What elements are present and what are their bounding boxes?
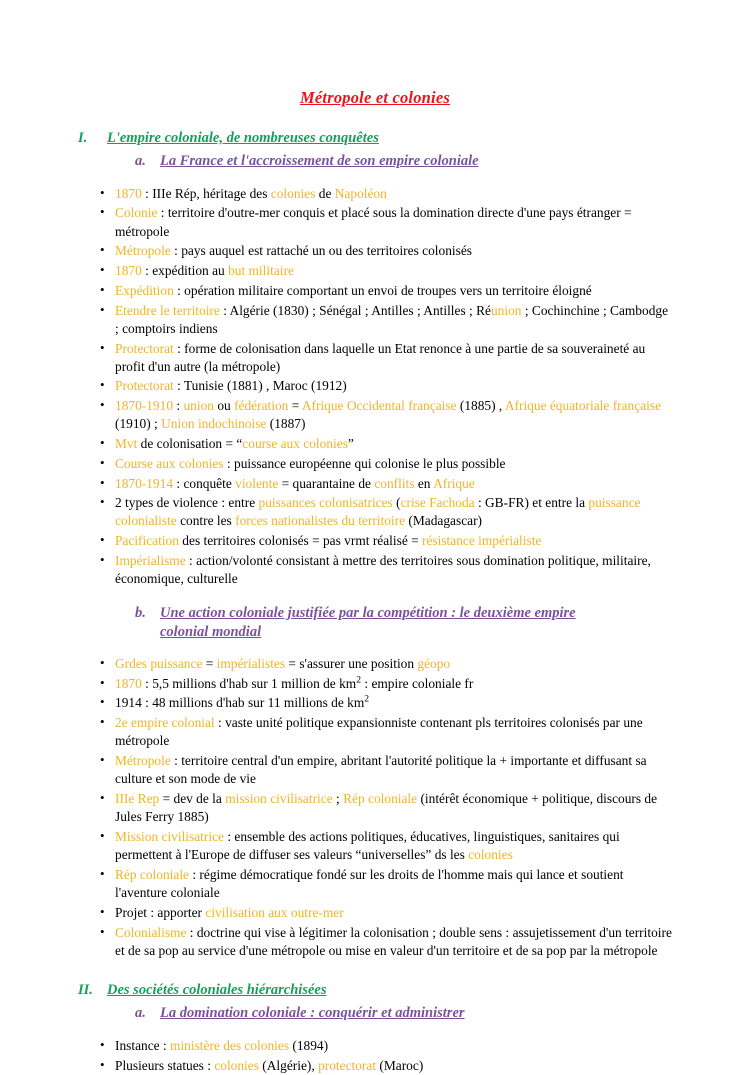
list-item: • 1914 : 48 millions d'hab sur 11 millions de $km^2$ <box>78 694 672 712</box>
highlighted-term: protectorat <box>318 1057 377 1073</box>
section-title-1: L'empire coloniale, de nombreuses conquêtes <box>107 129 379 146</box>
highlighted-term: fédération <box>234 398 289 414</box>
subsection-title-1a: La France et l'accroissement de son empire coloniale <box>160 152 479 169</box>
highlighted-term: union <box>490 302 522 318</box>
highlighted-term: Pacification <box>115 533 179 549</box>
list-item: • Mvt de colonisation = “course aux colonies” <box>78 435 672 453</box>
list-item: • Métropole : pays auquel est rattaché un ou des territoires colonisés <box>78 242 672 260</box>
highlighted-term: Impérialisme <box>115 552 186 568</box>
list-item: • 1870-1910 : union ou fédération = Afrique Occidental française (1885) , Afrique équatoriale française (1910) ; Union indochinoise (1887) <box>78 397 672 433</box>
highlighted-term: 1870 <box>115 263 142 279</box>
list-item: • 1870 : IIIe Rép, héritage des colonies de Napoléon <box>78 185 672 203</box>
list-item: • 2e empire colonial : vaste unité politique expansionniste contenant pls territoires colonisés par une métropole <box>78 714 672 750</box>
bullet-list-1b <box>78 655 672 960</box>
list-item: • Pacification des territoires colonisés = pas vrmt réalisé = résistance impérialiste <box>78 532 672 550</box>
highlighted-term: 1870-1910 <box>115 398 174 414</box>
section-number-1: I. <box>78 129 88 146</box>
subsection-title-2a: La domination coloniale : conquérir et administrer <box>160 1005 465 1022</box>
highlighted-term: 1870 <box>115 675 142 691</box>
highlighted-term: 1870-1914 <box>115 475 174 491</box>
section-number-2: II. <box>78 982 93 999</box>
list-item: • Protectorat : forme de colonisation dans laquelle un Etat renonce à une partie de sa souveraineté au profit d'un autre (la métropole) <box>78 340 672 376</box>
highlighted-term: Afrique équatoriale française <box>504 398 662 414</box>
highlighted-term: 2e empire colonial <box>115 715 215 731</box>
subsection-number-1b: b. <box>135 605 146 622</box>
highlighted-term: Mission civilisatrice <box>115 829 224 845</box>
highlighted-term: Mvt <box>115 436 138 452</box>
list-item: • Colonie : territoire d'outre-mer conquis et placé sous la domination directe d'une pays étranger = métropole <box>78 204 672 240</box>
list-item: • Colonialisme : doctrine qui vise à légitimer la colonisation ; double sens : assujetissement d'un territoire et de sa pop au service d'une métropole ou mise en valeur d'un territoire et de sa pop par la métropole <box>78 924 672 960</box>
bullet-list-2a <box>78 1037 672 1075</box>
highlighted-term: Colonie <box>115 205 158 221</box>
highlighted-term: Colonialisme <box>115 924 187 940</box>
highlighted-term: IIIe Rep <box>115 791 160 807</box>
highlighted-term: civilisation aux outre-mer <box>205 904 344 920</box>
highlighted-term: Protectorat <box>115 378 174 394</box>
highlighted-term: union <box>183 398 214 414</box>
highlighted-term: violente <box>235 475 279 491</box>
superscript-two: 2 <box>364 694 370 706</box>
subsection-heading-1b <box>135 604 672 642</box>
section-heading-2 <box>78 981 672 999</box>
list-item: • Projet : apporter civilisation aux outre-mer <box>78 904 672 922</box>
list-item: • Rép coloniale : régime démocratique fondé sur les droits de l'homme mais qui lance et soutient l'aventure coloniale <box>78 866 672 902</box>
list-item: • Grdes puissance = impérialistes = s'assurer une position géopo <box>78 655 672 673</box>
subsection-heading-2a <box>135 1004 672 1023</box>
highlighted-term: ministère des colonies <box>170 1038 290 1054</box>
list-item: • Mission civilisatrice : ensemble des actions politiques, éducatives, linguistiques, sanitaires qui permettent à l'Europe de diffuser ses valeurs “universelles” ds les colonies <box>78 828 672 864</box>
highlighted-term: puissance colonialiste <box>115 495 641 529</box>
list-item: • IIIe Rep = dev de la mission civilisatrice ; Rép coloniale (intérêt économique + politique, discours de Jules Ferry 1885) <box>78 790 672 826</box>
highlighted-term: Métropole <box>115 243 171 259</box>
subsection-number-2a: a. <box>135 1005 146 1022</box>
highlighted-term: Expédition <box>115 282 174 298</box>
list-item: • 1870-1914 : conquête violente = quarantaine de conflits en Afrique <box>78 475 672 493</box>
highlighted-term: Rép coloniale <box>343 791 418 807</box>
highlighted-term: forces nationalistes du territoire <box>235 513 406 529</box>
highlighted-term: 1870 <box>115 185 142 201</box>
highlighted-term: géopo <box>417 656 451 672</box>
highlighted-term: but militaire <box>228 263 294 279</box>
highlighted-term: colonies <box>214 1057 259 1073</box>
bullet-list-1a <box>78 185 672 589</box>
highlighted-term: résistance impérialiste <box>422 533 542 549</box>
highlighted-term: course aux colonies <box>242 436 348 452</box>
section-title-2: Des sociétés coloniales hiérarchisées <box>107 982 327 999</box>
list-item: • Plusieurs statues : colonies (Algérie), protectorat (Maroc) <box>78 1057 672 1075</box>
highlighted-term: impérialistes <box>216 656 286 672</box>
highlighted-term: Rép coloniale <box>115 866 189 882</box>
highlighted-term: Grdes puissance <box>115 656 203 672</box>
highlighted-term: conflits <box>374 475 415 491</box>
list-item: • 2 types de violence : entre puissances colonisatrices (crise Fachoda : GB-FR) et entre la puissance colonialiste contre les forces nationalistes du territoire (Madagascar) <box>78 494 672 530</box>
list-item: • Course aux colonies : puissance européenne qui colonise le plus possible <box>78 455 672 473</box>
section-heading-1 <box>78 129 672 147</box>
list-item: • Etendre le territoire : Algérie (1830) ; Sénégal ; Antilles ; Antilles ; Réunion ; Cochinchine ; Cambodge ; comptoirs indiens <box>78 302 672 338</box>
subsection-heading-1a <box>135 152 672 171</box>
highlighted-term: Métropole <box>115 753 171 769</box>
highlighted-term: Protectorat <box>115 340 174 356</box>
list-item: • Métropole : territoire central d'un empire, abritant l'autorité politique la + importante et diffusant sa culture et son mode de vie <box>78 752 672 788</box>
list-item: • Expédition : opération militaire comportant un envoi de troupes vers un territoire éloigné <box>78 282 672 300</box>
highlighted-term: colonies <box>468 847 513 863</box>
list-item: • 1870 : 5,5 millions d'hab sur 1 million de $km^2$ : empire coloniale fr <box>78 675 672 693</box>
highlighted-term: Union indochinoise <box>161 416 267 432</box>
superscript-two: 2 <box>356 674 362 686</box>
highlighted-term: Afrique <box>433 475 475 491</box>
page-title: Métropole et colonies <box>300 88 450 107</box>
highlighted-term: Etendre le territoire <box>115 302 220 318</box>
list-item: • Impérialisme : action/volonté consistant à mettre des territoires sous domination politique, militaire, économique, culturelle <box>78 552 672 588</box>
highlighted-term: mission civilisatrice <box>225 791 333 807</box>
list-item: • Instance : ministère des colonies (1894) <box>78 1037 672 1055</box>
list-item: • 1870 : expédition au but militaire <box>78 262 672 280</box>
highlighted-term: Afrique Occidental française <box>301 398 457 414</box>
highlighted-term: crise Fachoda <box>400 495 475 511</box>
highlighted-term: puissances colonisatrices <box>258 495 393 511</box>
subsection-number-1a: a. <box>135 152 146 169</box>
list-item: • Protectorat : Tunisie (1881) , Maroc (1912) <box>78 377 672 395</box>
highlighted-term: Course aux colonies <box>115 455 224 471</box>
subsection-title-1b: Une action coloniale justifiée par la compétition : le deuxième empire colonial mondial <box>160 605 576 641</box>
highlighted-term: colonies <box>270 185 316 201</box>
highlighted-term: Napoléon <box>334 185 387 201</box>
